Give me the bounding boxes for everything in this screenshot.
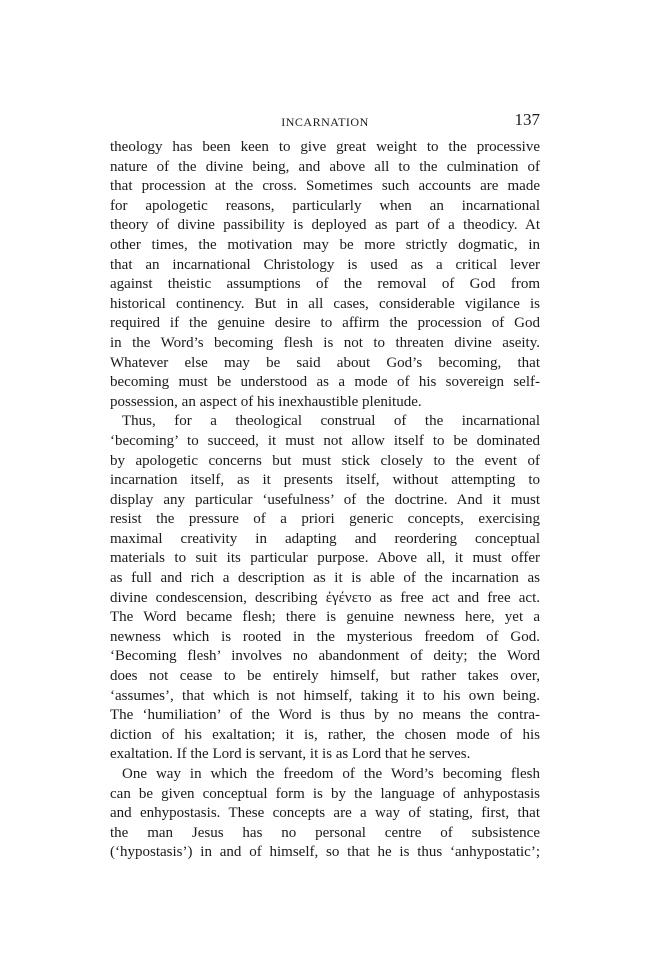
text-line: resist the pressure of a priori generic concepts, exercising [110, 511, 540, 528]
text-line: becoming must be understood as a mode of his sovereign self- [110, 374, 540, 391]
text-line: display any particular ‘usefulness’ of the doctrine. And it must [110, 491, 540, 508]
text-line: (‘hypostasis’) in and of himself, so that he is thus ‘anhypostatic’; [110, 844, 540, 861]
text-line: the man Jesus has no personal centre of subsistence [110, 824, 540, 841]
text-line: that an incarnational Christology is used as a critical lever [110, 256, 540, 273]
text-line: theory of divine passibility is deployed as part of a theodicy. At [110, 217, 540, 234]
text-line: One way in which the freedom of the Word’s becoming flesh [122, 766, 540, 782]
body-text [110, 138, 540, 863]
text-line: divine condescension, describing ἐγένετο as free act and free act. [110, 589, 540, 606]
text-line: and enhypostasis. These concepts are a way of stating, first, that [110, 805, 540, 822]
text-line: diction of his exaltation; it is, rather, the chosen mode of his [110, 726, 540, 743]
page-header [110, 110, 540, 134]
text-line: newness which is rooted in the mysterious freedom of God. [110, 628, 540, 645]
page-number: 137 [514, 110, 540, 129]
text-line: maximal creativity in adapting and reordering conceptual [110, 530, 540, 547]
text-line: other times, the motivation may be more strictly dogmatic, in [110, 236, 540, 253]
text-line: ‘becoming’ to succeed, it must not allow itself to be dominated [110, 432, 540, 449]
text-line: theology has been keen to give great weight to the processive [110, 139, 540, 155]
text-line: incarnation itself, as it presents itself, without attempting to [110, 472, 540, 489]
text-line: historical continency. But in all cases, considerable vigilance is [110, 295, 540, 312]
text-line: can be given conceptual form is by the language of anhypostasis [110, 785, 540, 802]
text-line: against theistic assumptions of the removal of God from [110, 276, 540, 293]
text-line: that procession at the cross. Sometimes such accounts are made [110, 178, 540, 195]
text-line: Thus, for a theological construal of the incarnational [122, 413, 540, 430]
text-line: required if the genuine desire to affirm the procession of God [110, 315, 540, 332]
text-line: The ‘humiliation’ of the Word is thus by no means the contra- [110, 707, 540, 724]
text-line: by apologetic concerns but must stick closely to the event of [110, 452, 540, 469]
text-line: materials to suit its particular purpose. Above all, it must offer [110, 550, 540, 567]
text-line: in the Word’s becoming flesh is not to threaten divine aseity. [110, 334, 540, 351]
text-line: ‘Becoming flesh’ involves no abandonment of deity; the Word [110, 648, 540, 665]
running-head: INCARNATION [281, 115, 369, 129]
text-line: Whatever else may be said about God’s becoming, that [110, 354, 540, 371]
text-line: The Word became flesh; there is genuine newness here, yet a [110, 609, 540, 626]
text-line: nature of the divine being, and above all to the culmination of [110, 158, 540, 175]
text-line: ‘assumes’, that which is not himself, taking it to his own being. [110, 687, 540, 704]
text-line: exaltation. If the Lord is servant, it is as Lord that he serves. [110, 746, 471, 763]
text-line: does not cease to be entirely himself, but rather takes over, [110, 668, 540, 685]
text-line: as full and rich a description as it is able of the incarnation as [110, 570, 540, 587]
text-line: possession, an aspect of his inexhaustible plenitude. [110, 393, 422, 410]
text-line: for apologetic reasons, particularly when an incarnational [110, 197, 540, 214]
